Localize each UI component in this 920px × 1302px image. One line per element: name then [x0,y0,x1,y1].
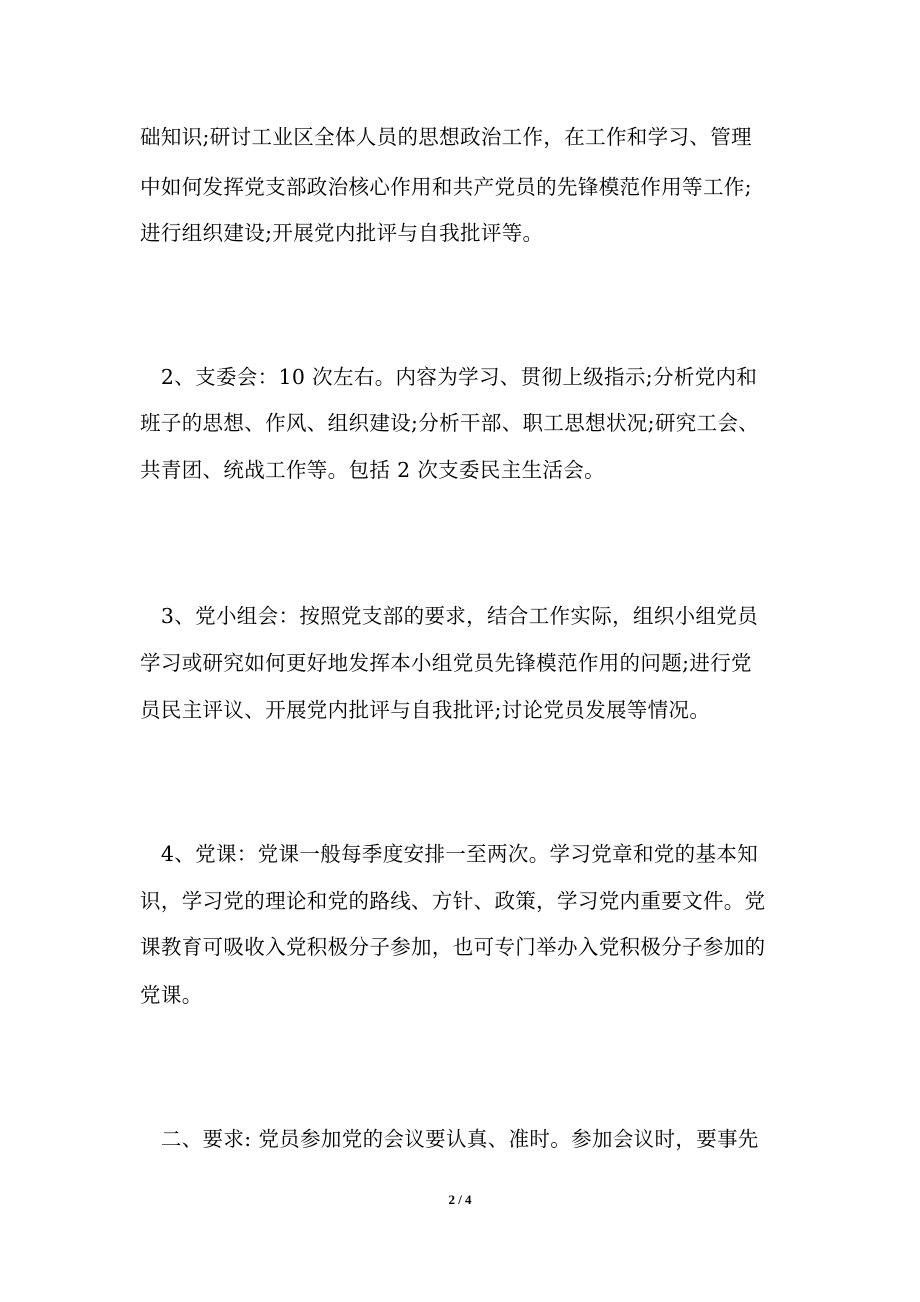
paragraph-1-line-1: 础知识;研讨工业区全体人员的思想政治工作，在工作和学习、管理 [140,125,752,149]
paragraph-3-line-3: 员民主评议、开展党内批评与自我批评;讨论党员发展等情况。 [140,698,711,722]
paragraph-2-line-1: 2、支委会：10 次左右。内容为学习、贯彻上级指示;分析党内和 [140,365,758,389]
paragraph-1-line-3: 进行组织建设;开展党内批评与自我批评等。 [140,221,544,245]
paragraph-2-line-2: 班子的思想、作风、组织建设;分析干部、职工思想状况;研究工会、 [140,411,760,435]
paragraph-4-line-2: 识，学习党的理论和党的路线、方针、政策，学习党内重要文件。党 [140,889,766,913]
paragraph-3-line-2: 学习或研究如何更好地发挥本小组党员先锋模范作用的问题;进行党 [140,651,752,675]
paragraph-2-line-3: 共青团、统战工作等。包括 2 次支委民主生活会。 [140,458,605,482]
paragraph-5-line-1: 二、要求: 党员参加党的会议要认真、准时。参加会议时，要事先 [140,1127,759,1151]
paragraph-1-line-2: 中如何发挥党支部政治核心作用和共产党员的先锋模范作用等工作; [140,175,752,199]
page-number: 2 / 4 [448,1192,472,1207]
paragraph-4-line-3: 课教育可吸收入党积极分子参加，也可专门举办入党积极分子参加的 [140,935,766,959]
paragraph-4-line-4: 党课。 [140,983,203,1007]
paragraph-4-line-1: 4、党课：党课一般每季度安排一至两次。学习党章和党的基本知 [140,842,759,866]
paragraph-3-line-1: 3、党小组会：按照党支部的要求，结合工作实际，组织小组党员 [140,604,759,628]
